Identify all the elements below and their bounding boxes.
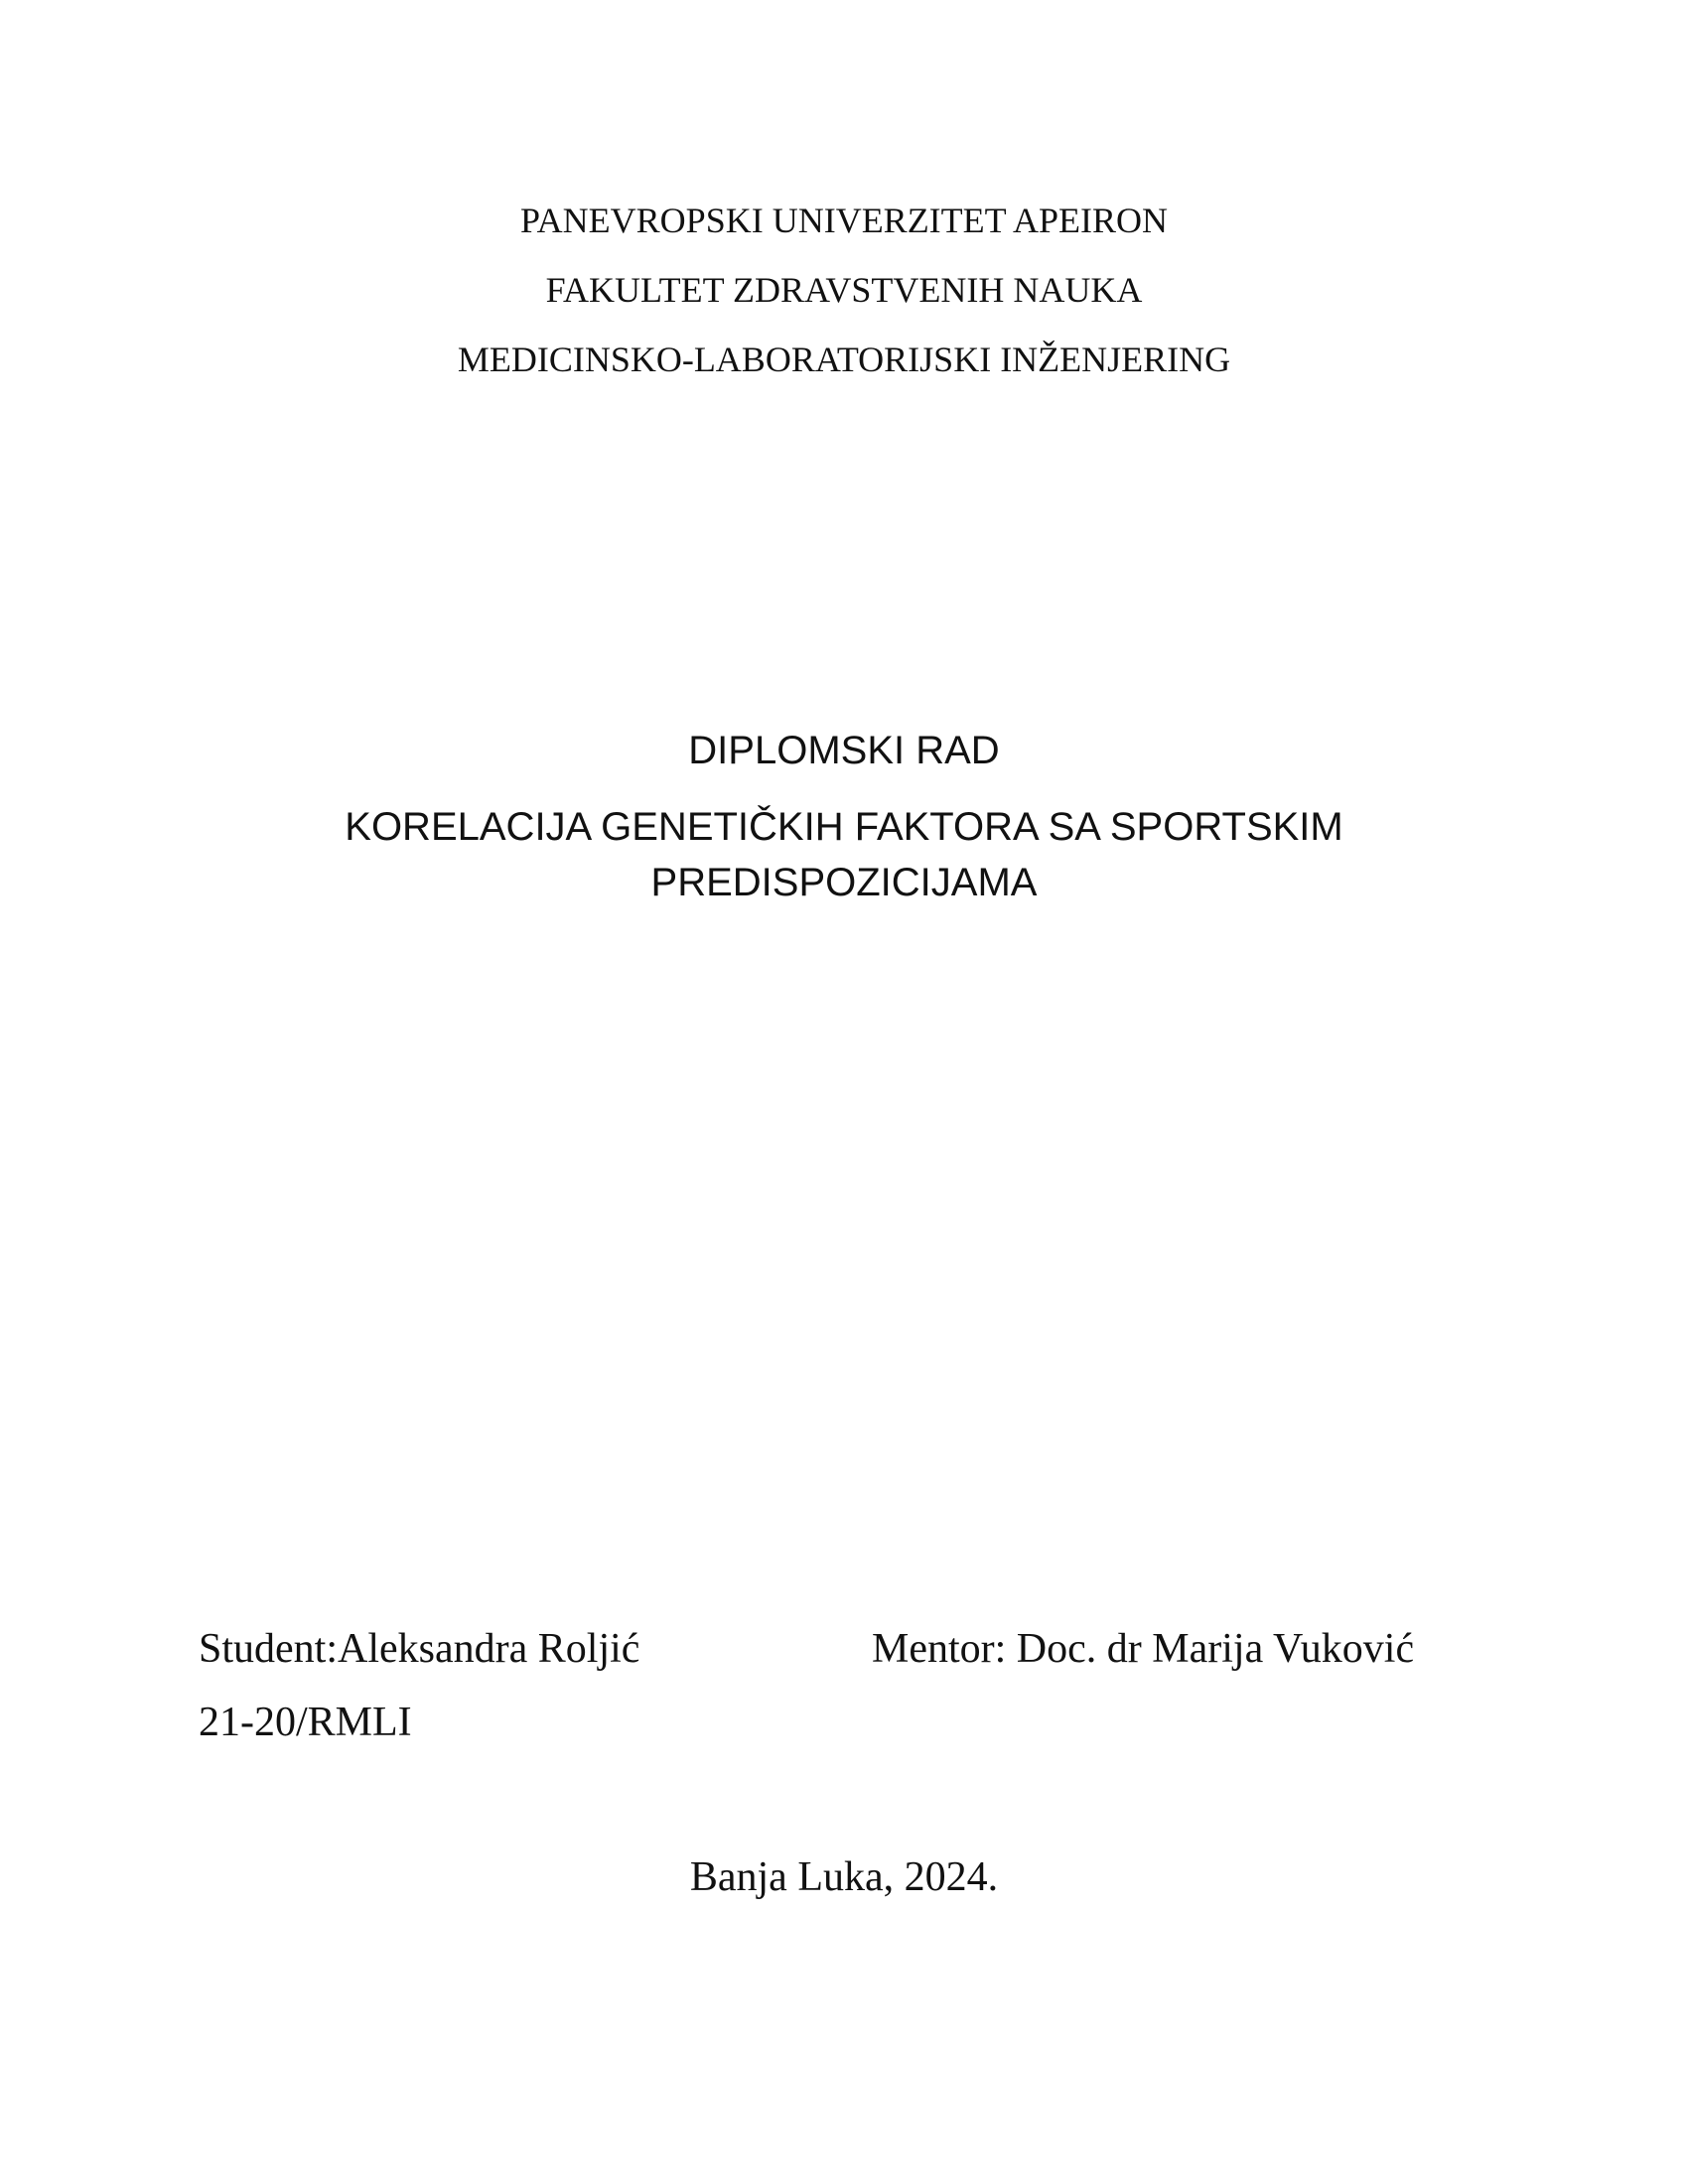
faculty-name: FAKULTET ZDRAVSTVENIH NAUKA <box>545 270 1143 310</box>
mentor-name: Mentor: Doc. dr Marija Vuković <box>872 1626 1415 1672</box>
place-and-date: Banja Luka, 2024. <box>689 1854 999 1900</box>
student-index: 21-20/RMLI <box>199 1700 412 1745</box>
student-name: Student:Aleksandra Roljić <box>199 1626 640 1672</box>
thesis-title-line-1: KORELACIJA GENETIČKIH FAKTORA SA SPORTSKIM <box>345 805 1343 849</box>
study-program: MEDICINSKO-LABORATORIJSKI INŽENJERING <box>457 340 1231 379</box>
university-name: PANEVROPSKI UNIVERZITET APEIRON <box>519 201 1169 240</box>
thesis-title-line-2: PREDISPOZICIJAMA <box>650 861 1038 904</box>
document-type: DIPLOMSKI RAD <box>688 729 1000 772</box>
